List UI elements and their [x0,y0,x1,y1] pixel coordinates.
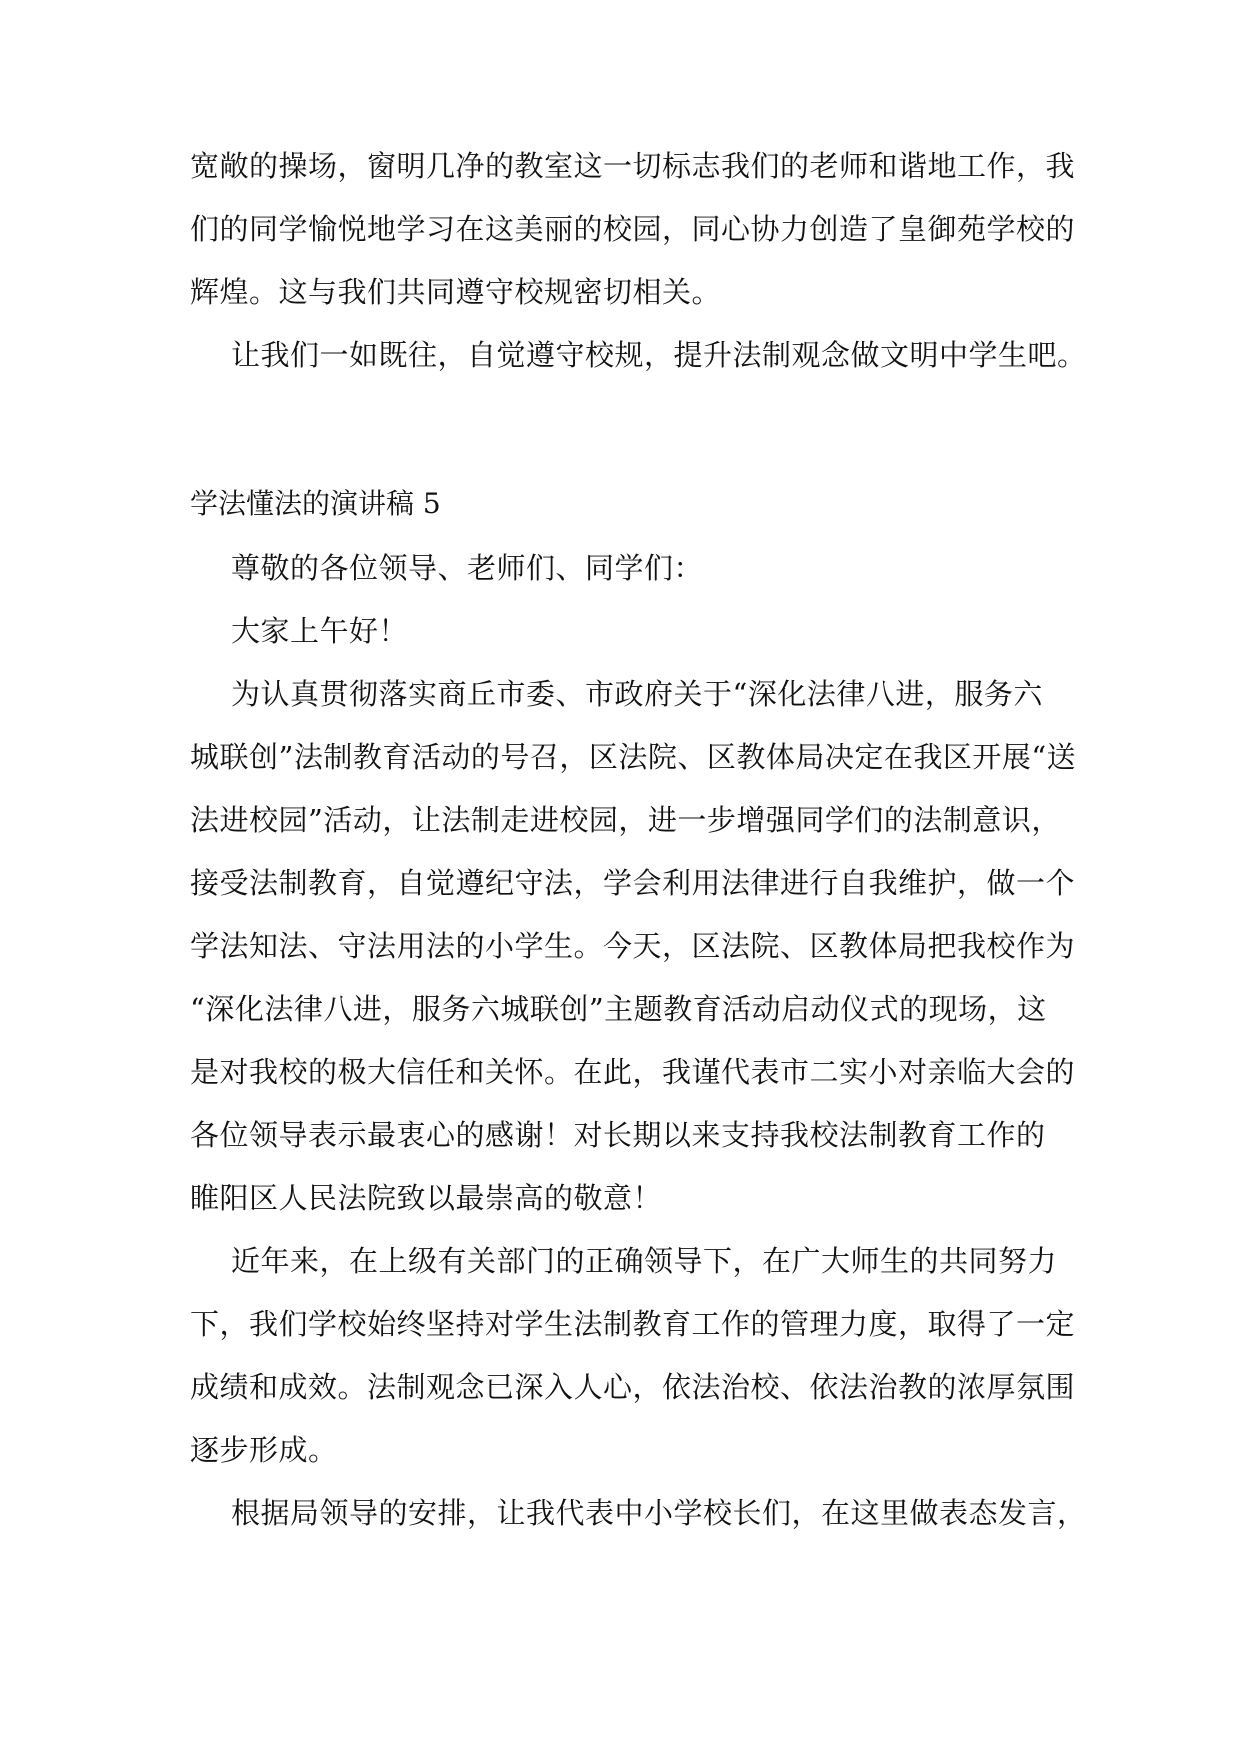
section-title: 学法懂法的演讲稿 5 [190,487,441,520]
paragraph-line: 逐步形成。 [190,1433,338,1467]
paragraph-line: 法进校园”活动，让法制走进校园，进一步增强同学们的法制意识， [190,803,1061,837]
paragraph-line: 宽敞的操场，窗明几净的教室这一切标志我们的老师和谐地工作，我 [190,149,1076,183]
paragraph-line: 们的同学愉悦地学习在这美丽的校园，同心协力创造了皇御苑学校的 [190,212,1076,246]
paragraph-line: “深化法律八进，服务六城联创”主题教育活动启动仪式的现场，这 [190,992,1047,1026]
paragraph-line: 学法知法、守法用法的小学生。今天，区法院、区教体局把我校作为 [190,929,1076,963]
paragraph-line: 成绩和成效。法制观念已深入人心，依法治校、依法治教的浓厚氛围 [190,1370,1076,1404]
salutation: 尊敬的各位领导、老师们、同学们： [231,551,704,585]
paragraph-line: 下，我们学校始终坚持对学生法制教育工作的管理力度，取得了一定 [190,1307,1076,1341]
paragraph-line: 近年来，在上级有关部门的正确领导下，在广大师生的共同努力 [231,1244,1058,1278]
paragraph-line: 根据局领导的安排，让我代表中小学校长们，在这里做表态发言， [231,1496,1087,1530]
greeting: 大家上午好！ [231,614,409,648]
paragraph-line: 各位领导表示最衷心的感谢！对长期以来支持我校法制教育工作的 [190,1118,1046,1152]
paragraph-line: 睢阳区人民法院致以最崇高的敬意！ [190,1181,663,1215]
paragraph-line: 为认真贯彻落实商丘市委、市政府关于“深化法律八进，服务六 [231,677,1043,711]
paragraph-line: 辉煌。这与我们共同遵守校规密切相关。 [190,275,722,309]
paragraph-line: 接受法制教育，自觉遵纪守法，学会利用法律进行自我维护，做一个 [190,866,1076,900]
paragraph-line: 是对我校的极大信任和关怀。在此，我谨代表市二实小对亲临大会的 [190,1055,1076,1089]
paragraph-line: 城联创”法制教育活动的号召，区法院、区教体局决定在我区开展“送 [190,740,1077,774]
paragraph-line: 让我们一如既往，自觉遵守校规，提升法制观念做文明中学生吧。 [231,338,1087,372]
